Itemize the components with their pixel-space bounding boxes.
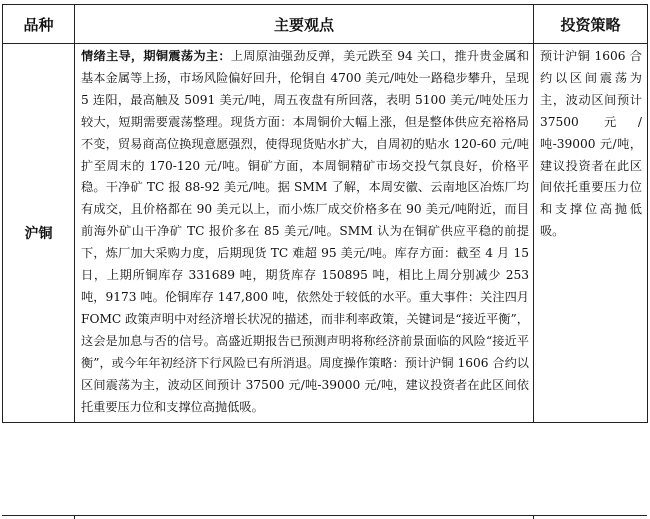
header-investment-strategy: 投资策略 bbox=[534, 5, 648, 44]
next-row-divider bbox=[74, 515, 75, 519]
strategy-table bbox=[2, 4, 648, 423]
row-main-view-cell bbox=[75, 44, 534, 423]
row-strategy-cell bbox=[534, 44, 648, 423]
table-header-row bbox=[3, 5, 648, 44]
table-row bbox=[3, 44, 648, 423]
header-main-view: 主要观点 bbox=[75, 5, 534, 44]
main-view-body: 上周原油强劲反弹，美元跌至 94 关口，推升贵金属和基本金属等上扬，市场风险偏好回升，伦铜自 4700 美元/吨处一路稳步攀升，呈现 5 连阳，最高触及 5091 美元/吨，周五夜盘有所回落，表明 5100 美元/吨处压力较大，短期需要震荡整理。现货方面：本周铜价大幅上涨，但是整体供应充裕格局不变，贸易商高位换现意愿强烈，使得现货贴水扩大，自周初的贴水 120-60 元/吨扩至周末的 170-120 元/吨。铜矿方面，本周铜精矿市场交投气氛良好，价格平稳。干净矿 TC 报 88-92 美元/吨。据 SMM 了解，本周安徽、云南地区冶炼厂均有成交，且价格都在 90 美元以上，而小炼厂成交价格多在 90 美元/吨附近，而目前海外矿山干净矿 TC 报价多在 85 美元/吨。SMM 认为在铜矿供应平稳的前提下，炼厂加大采购力度，后期现货 TC 难超 95 美元/吨。库存方面：截至 4 月 15 日，上期所铜库存 331689 吨，期货库存 150895 吨，相比上周分别减少 253 吨，9173 吨。伦铜库存 147,800 吨，依然处于较低的水平。重大事件：关注四月 FOMC 政策声明中对经济增长状况的描述，而非利率政策，关键词是“接近平衡”，这会是加息与否的信号。高盛近期报告已预测声明将称经济前景面临的风险“接近平衡”，或今年年初经济下行风险已有所消退。周度操作策略：预计沪铜 1606 合约以区间震荡为主，波动区间预计 37500 元/吨-39000 元/吨，建议投资者在此区间依托重要压力位和支撑位高抛低吸。 bbox=[81, 49, 530, 414]
main-view-lead: 情绪主导，期铜震荡为主： bbox=[81, 49, 231, 63]
strategy-text: 预计沪铜 1606 合约以区间震荡为主，波动区间预计 37500 元/吨-39000 元/吨，建议投资者在此区间依托重要压力位和支撑位高抛低吸。 bbox=[540, 49, 642, 239]
next-row-top-border bbox=[2, 515, 647, 516]
next-row-divider bbox=[533, 515, 534, 519]
row-variety: 沪铜 bbox=[3, 44, 75, 423]
header-variety: 品种 bbox=[3, 5, 75, 44]
main-view-text bbox=[75, 44, 533, 422]
